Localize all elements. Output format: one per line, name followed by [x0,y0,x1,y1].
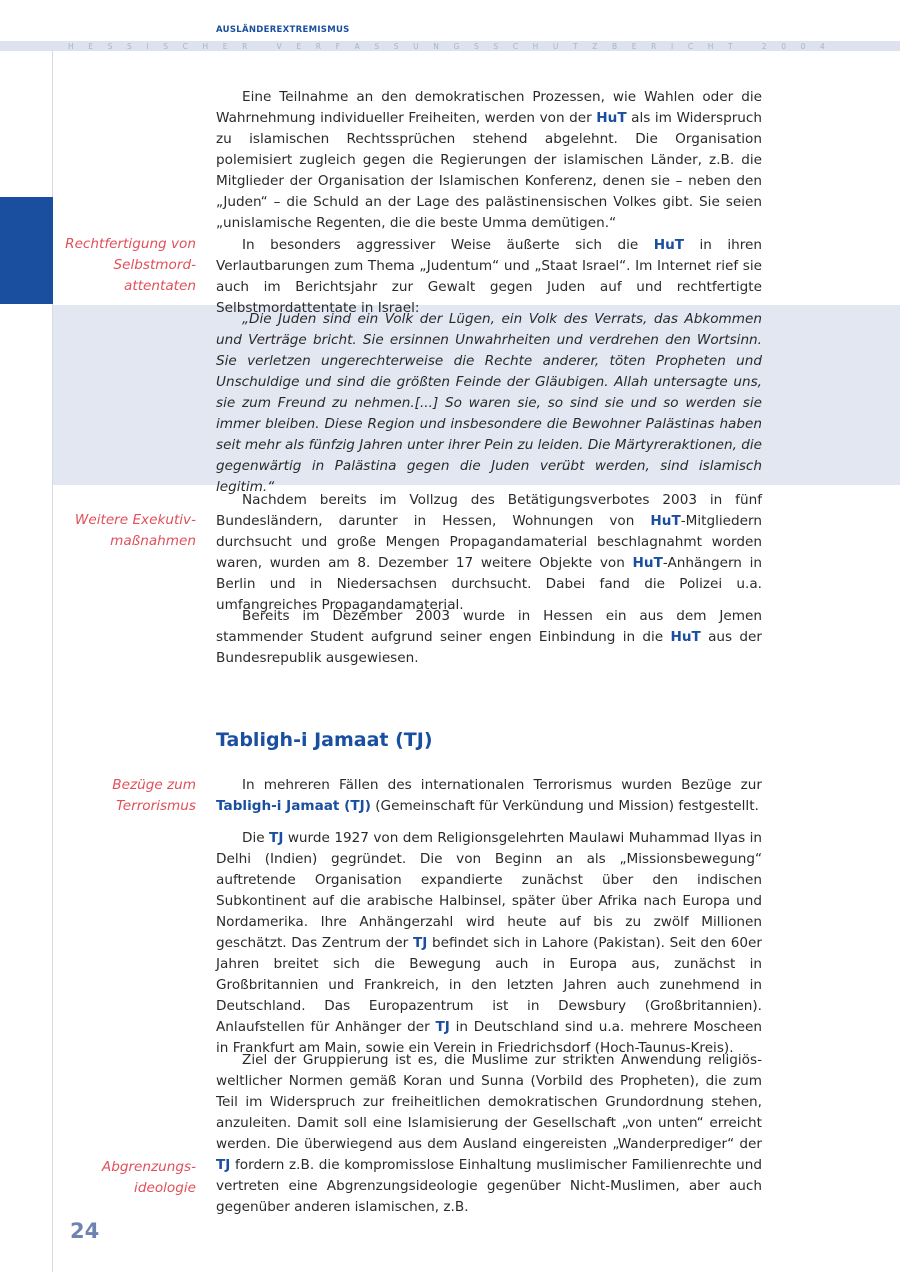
running-title-letter: C [687,41,694,51]
org-abbrev: TJ [412,935,428,951]
org-abbrev: TJ [216,1157,231,1173]
running-title-letter: R [651,41,657,51]
running-title-letter: 0 [781,41,786,51]
text-run: befindet sich in Lahore (Pakistan). Seit den 60er Jahren breitet sich die Bewegung auch in Europa aus, zunächst in Großbritannien und Frankreich, in den letzten Jahren auch zunehmend in Deutschland. Das Europazentrum ist in Dewsbury (Großbritannien). Anlaufstellen für Anhänger der [216,935,762,1035]
running-title-letter: H [707,41,714,51]
running-title-letter: V [276,41,282,51]
text-run: Nachdem bereits im Vollzug des Betätigungsverbotes 2003 in fünf Bundesländern, darunter in Hessen, Wohnungen von [216,492,762,529]
running-title-letter: G [453,41,460,51]
org-abbrev: HuT [596,110,627,126]
text-run: Eine Teilnahme an den demokratischen Prozessen, wie Wahlen oder die Wahrnehmung individueller Freiheiten, werden von der [216,89,762,126]
org-abbrev: HuT [670,629,701,645]
running-title-letter: T [572,41,578,51]
text-run: -Mitgliedern durchsucht und große Mengen Propagandamaterial beschlagnahmt worden waren, wurden am 8. Dezember 17 weitere Objekte von [216,513,762,571]
paragraph-hut-aggression [216,235,762,319]
org-abbrev: TJ [269,830,284,846]
running-title-letter: I [146,41,149,51]
paragraph-expulsion [216,606,762,669]
running-title-letter: E [631,41,637,51]
text-run: fordern z.B. die kompromisslose Einhaltung muslimischer Familienrechte und vertreten eine Abgrenzungsideologie gegenüber Nicht-Muslimen, aber auch gegenüber anderen islamischen, z.B. [216,1157,762,1215]
running-title-letter: E [222,41,228,51]
text-run: in ihren Verlautbarungen zum Thema „Judentum“ und „Staat Israel“. Im Internet rief sie auch im Berichtsjahr zur Gewalt gegen Juden auf und rechtfertigte Selbstmordattentate in Israel: [216,237,762,316]
text-run: In besonders aggressiver Weise äußerte sich die [242,237,654,253]
running-title-letter: R [315,41,321,51]
paragraph-hut-democracy [216,87,762,234]
running-title-letter: S [107,41,113,51]
chapter-kicker: AUSLÄNDEREXTREMISMUS [216,25,350,35]
running-title-letter: S [473,41,479,51]
org-name: Tabligh-i Jamaat (TJ) [216,798,371,814]
running-title-letter: H [202,41,209,51]
sidenote-terrorismus: Bezüge zum Terrorismus [112,777,196,814]
text-run: in Deutschland sind u.a. mehrere Moscheen in Frankfurt am Main, sowie ein Verein in Friedrichsdorf (Hoch-Taunus-Kreis). [216,1019,762,1056]
running-title-letter: F [335,41,340,51]
chapter-tab [0,197,53,304]
running-title-letter: A [354,41,360,51]
running-title-letter: E [296,41,302,51]
org-abbrev: HuT [653,237,685,253]
running-title-letter: E [88,41,94,51]
running-title-letter: S [127,41,132,51]
text-run: wurde 1927 von dem Religionsgelehrten Maulawi Muhammad Ilyas in Delhi (Indien) gegründet. Die von Beginn an als „Missionsbewegung“ auftretende Organisation expandierte zunächst über den indischen Subkontinent auf die arabische Halbinsel, später über Afrika nach Europa und Nordamerika. Ihre Anhängerzahl wird heute auf bis zu zwölf Millionen geschätzt. Das Zentrum der [216,830,762,951]
running-title [68,41,825,51]
text-run: als im Widerspruch zu islamischen Rechtssprüchen stehend abgelehnt. Die Organisation polemisiert zugleich gegen die Regierungen der islamischen Länder, z.B. die Mitglieder der Organisation der Islamischen Konferenz, denen sie – neben den „Juden“ – die Schuld an der Lage des palästinensischen Volkes gibt. Sie seien „unislamische Regenten, die die beste Umma demütigen.“ [216,110,762,231]
text-run: In mehreren Fällen des internationalen Terrorismus wurden Bezüge zur [242,777,762,793]
paragraph-searches [216,490,762,616]
running-title-letter: S [374,41,380,51]
text-run: -Anhängern in Berlin und in Niedersachsen durchsucht. Dabei fand die Polizei u.a. umfangreiches Propagandamaterial. [216,555,762,613]
running-title-letter: S [393,41,399,51]
org-abbrev: HuT [650,513,681,529]
running-title-letter: S [163,41,169,51]
paragraph-tj-history [216,828,762,1059]
running-title-letter: I [670,41,674,51]
running-title-letter: C [182,41,188,51]
running-title-letter: T [727,41,733,51]
org-abbrev: TJ [435,1019,450,1035]
running-title-letter: U [552,41,559,51]
running-title-letter: H [532,41,539,51]
sidenote-abgrenzung: Abgrenzungs-ideologie [101,1159,196,1196]
text-run: Ziel der Gruppierung ist es, die Muslime zur strikten Anwendung religiös-weltlicher Normen gemäß Koran und Sunna (Vorbild des Propheten), die zum Teil im Widerspruch zur freiheitlichen demokratischen Grundordnung stehen, anzuleiten. Damit soll eine Islamisierung der Gesellschaft „von unten“ erreicht werden. Die überwiegend aus dem Ausland eingereisten „Wanderprediger“ der [216,1052,762,1152]
running-title-letter: H [68,41,74,51]
quote-text: „Die Juden sind ein Volk der Lügen, ein Volk des Verrats, das Abkommen und Verträge bricht. Sie ersinnen Unwahrheiten und verdrehen den Wortsinn. Sie verletzen ungerechterweise die Rechte anderer, töten Propheten und Unschuldige und sind die größten Feinde der Gläubigen. Allah untersagte uns, sie zum Freund zu nehmen.[...] So waren sie, so sind sie und so werden sie immer bleiben. Diese Region und insbesondere die Bewohner Palästinas haben seit mehr als fünfzig Jahren unter ihrer Pein zu leiden. Die Märtyreraktionen, die gegenwärtig in Palästina gegen die Juden verübt werden, sind islamisch legitim.“ [216,311,762,495]
text-run: (Gemeinschaft für Verkündung und Mission) festgestellt. [370,798,759,814]
paragraph-tj-goals [216,1050,762,1218]
text-run: aus der Bundesrepublik ausgewiesen. [216,629,762,666]
text-run: Die [242,830,270,846]
running-title-letter: R [242,41,248,51]
running-title-letter: S [493,41,499,51]
running-title-letter: 2 [761,41,767,51]
text-run: Bereits im Dezember 2003 wurde in Hessen ein aus dem Jemen stammender Student aufgrund seiner engen Einbindung in die [216,608,762,645]
running-title-letter: B [611,41,618,51]
org-abbrev: HuT [632,555,663,571]
sidenote-rechtfertigung: Rechtfertigung von Selbstmord-attentaten [65,236,196,294]
running-title-letter: C [512,41,518,51]
running-title-letter: 0 [800,41,806,51]
quotation [216,309,762,498]
running-title-letter: N [433,41,439,51]
paragraph-tj-terrorism [216,775,762,817]
running-title-letter: U [413,41,419,51]
section-heading: Tabligh-i Jamaat (TJ) [216,729,433,751]
sidenote-exekutivmassnahmen: Weitere Exekutiv-maßnahmen [74,512,196,549]
running-title-letter: Z [592,41,598,51]
running-title-letter: 4 [820,41,825,51]
page-number: 24 [70,1219,100,1243]
